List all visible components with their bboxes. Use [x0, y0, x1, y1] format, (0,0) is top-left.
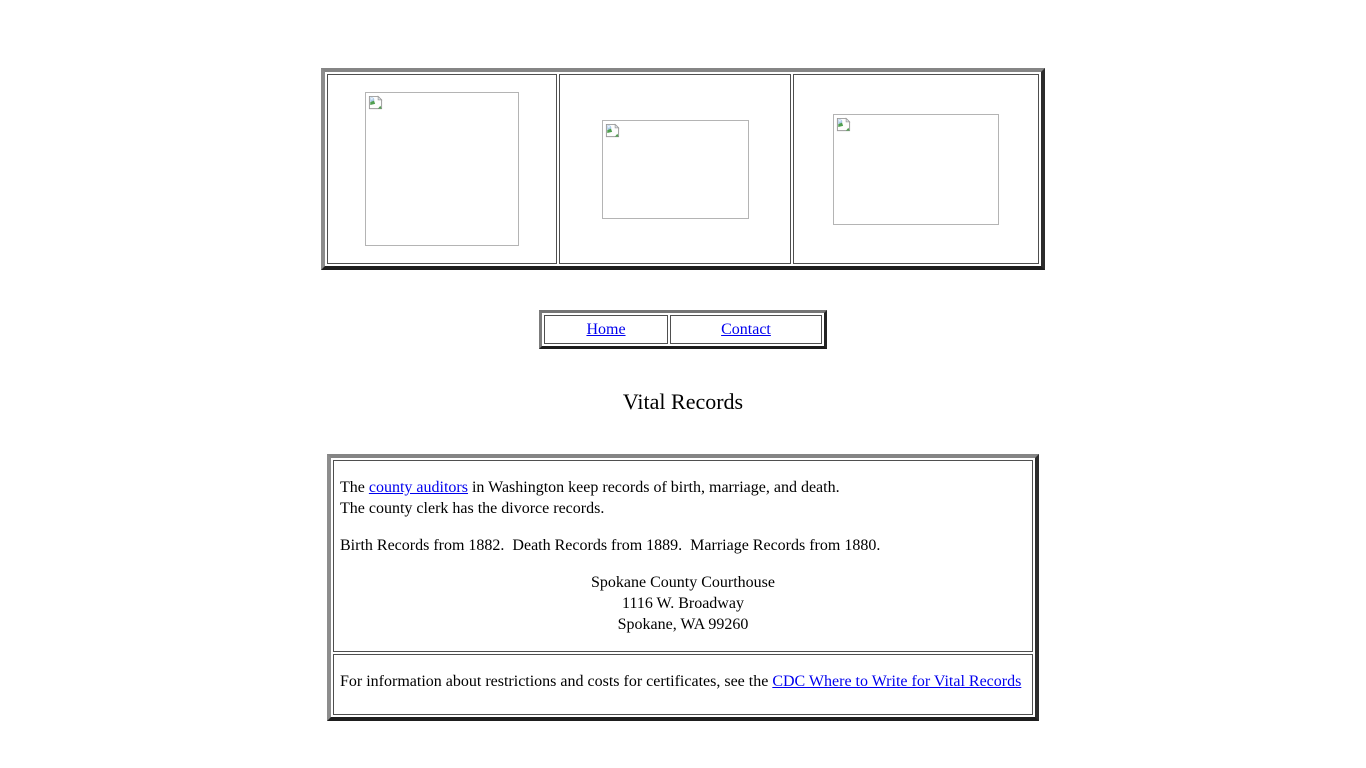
broken-image-icon [605, 123, 620, 138]
address-line-3: Spokane, WA 99260 [617, 616, 749, 633]
cdc-text-prefix: For information about restrictions and costs for certificates, see the [336, 673, 773, 690]
home-link[interactable]: Home [586, 320, 626, 338]
cdc-info-cell [333, 654, 1033, 715]
gallery-cell-1 [327, 74, 557, 264]
county-auditors-link[interactable]: county auditors [368, 479, 468, 496]
cdc-link[interactable]: CDC Where to Write for Vital Records [772, 673, 1022, 690]
broken-image-placeholder-2 [602, 120, 749, 219]
page-title: Vital Records [622, 389, 744, 414]
gallery-cell-2 [559, 74, 791, 264]
nav-row [544, 315, 822, 344]
records-text-prefix: The [336, 479, 369, 496]
gallery-cell-3 [793, 74, 1039, 264]
records-table [327, 454, 1039, 721]
record-dates-text: Birth Records from 1882. Death Records from 1889. Marriage Records from 1880. [336, 537, 881, 554]
nav-table [539, 310, 827, 349]
address-line-1: Spokane County Courthouse [591, 574, 775, 591]
broken-image-icon [836, 117, 851, 132]
cdc-paragraph [336, 671, 1030, 692]
records-keepers-paragraph [336, 477, 1030, 519]
courthouse-address [336, 572, 1030, 635]
contact-link[interactable]: Contact [721, 320, 771, 338]
broken-image-placeholder-1 [365, 92, 519, 246]
cdc-info-row [333, 654, 1033, 715]
records-text-suffix: in Washington keep records of birth, marriage, and death. [467, 479, 840, 496]
records-info-cell [333, 460, 1033, 652]
gallery-row [327, 74, 1039, 264]
nav-cell-home [544, 315, 668, 344]
records-info-row [333, 460, 1033, 652]
nav-cell-contact [670, 315, 822, 344]
broken-image-placeholder-3 [833, 114, 999, 225]
address-line-2: 1116 W. Broadway [622, 595, 744, 612]
image-gallery-table [321, 68, 1045, 270]
broken-image-icon [368, 95, 383, 110]
records-clerk-text: The county clerk has the divorce records. [336, 500, 605, 517]
